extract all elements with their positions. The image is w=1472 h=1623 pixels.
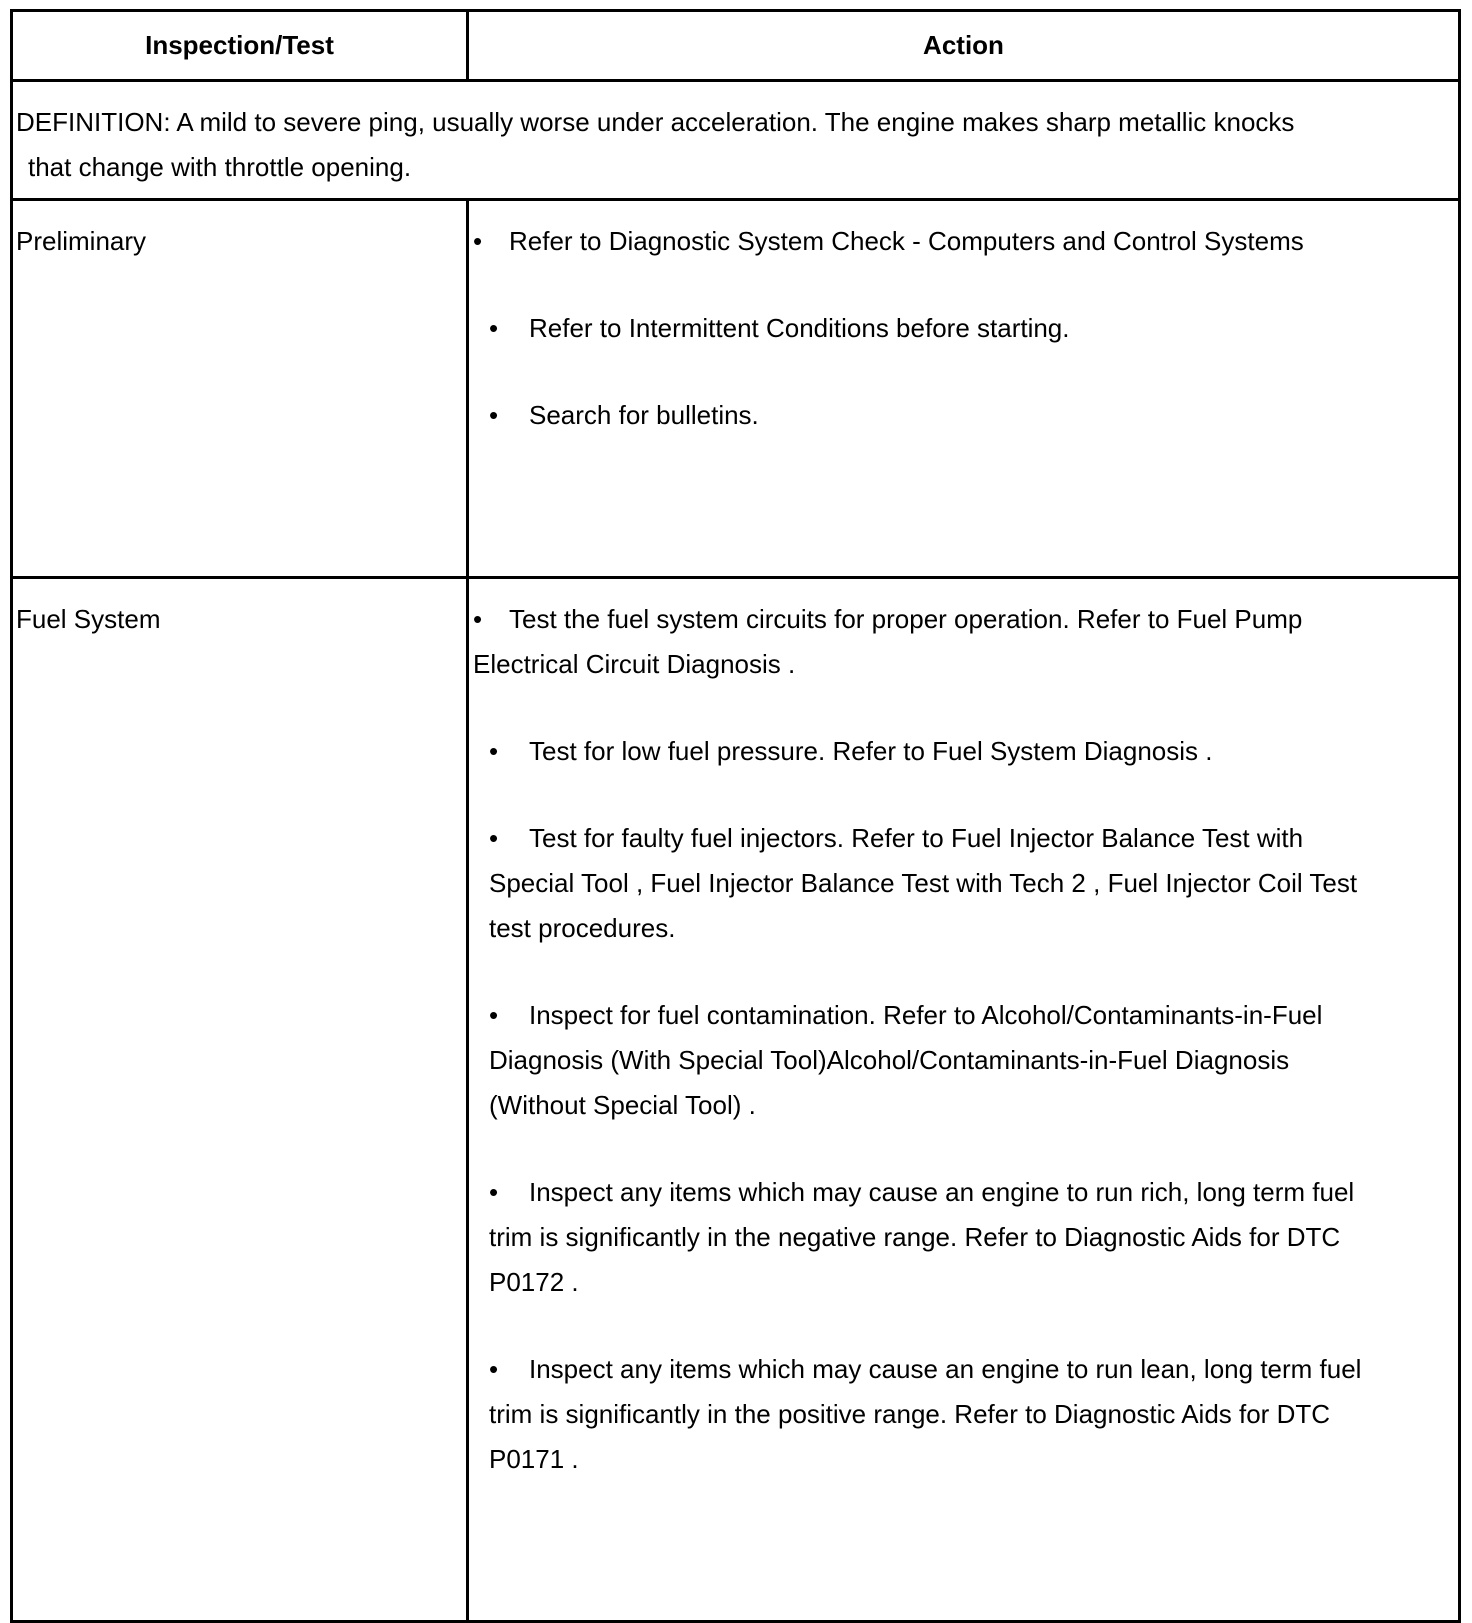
column-divider [466,12,469,82]
header-action: Action [923,30,1004,60]
bullet-icon: • [473,604,483,634]
action-text: Refer to Diagnostic System Check - Computers and Control Systems [509,226,1304,256]
bullet-icon: • [473,226,483,256]
bullet-icon: • [489,823,499,853]
definition-row [13,82,1458,201]
actions-preliminary [469,219,1458,480]
actions-fuel-system [469,597,1458,1524]
action-item [469,597,1353,687]
row-label-fuel-system: Fuel System [16,604,161,634]
bullet-icon: • [489,1000,499,1030]
action-item [469,1170,1369,1305]
table-row-preliminary [13,201,1458,579]
row-label-preliminary: Preliminary [16,226,147,256]
bullet-icon: • [489,1177,499,1207]
action-item [469,393,1369,438]
action-item [469,816,1369,951]
definition-text [16,100,1418,190]
action-text: Inspect any items which may cause an engine to run rich, long term fuel trim is significantly in the negative range. Refer to Diagnostic Aids for DTC P0172 . [489,1177,1355,1297]
action-item [469,729,1369,774]
diagnostic-table [10,9,1461,1623]
action-text: Test for faulty fuel injectors. Refer to Fuel Injector Balance Test with Special Tool , Fuel Injector Balance Test with Tech 2 , Fuel Injector Coil Test test procedures. [489,823,1358,943]
definition-line-1: DEFINITION: A mild to severe ping, usually worse under acceleration. The engine makes sharp metallic knocks [16,107,1295,137]
action-item [469,306,1369,351]
definition-line-2: that change with throttle opening. [28,152,412,182]
table-row-fuel-system [13,579,1458,1620]
action-item [469,219,1353,264]
action-text: Search for bulletins. [529,400,759,430]
action-text: Inspect for fuel contamination. Refer to Alcohol/Contaminants-in-Fuel Diagnosis (With Special Tool)Alcohol/Contaminants-in-Fuel Diagnosis (Without Special Tool) . [489,1000,1323,1120]
action-text: Test for low fuel pressure. Refer to Fuel System Diagnosis . [529,736,1213,766]
action-text: Refer to Intermittent Conditions before starting. [529,313,1070,343]
column-divider [466,201,469,1620]
bullet-icon: • [489,1354,499,1384]
action-item [469,993,1369,1128]
table-header-row [13,12,1458,82]
action-text: Test the fuel system circuits for proper operation. Refer to Fuel Pump Electrical Circuit Diagnosis . [473,604,1303,679]
action-text: Inspect any items which may cause an engine to run lean, long term fuel trim is significantly in the positive range. Refer to Diagnostic Aids for DTC P0171 . [489,1354,1362,1474]
bullet-icon: • [489,400,499,430]
bullet-icon: • [489,736,499,766]
bullet-icon: • [489,313,499,343]
header-inspection-test: Inspection/Test [145,30,334,60]
action-item [469,1347,1369,1482]
